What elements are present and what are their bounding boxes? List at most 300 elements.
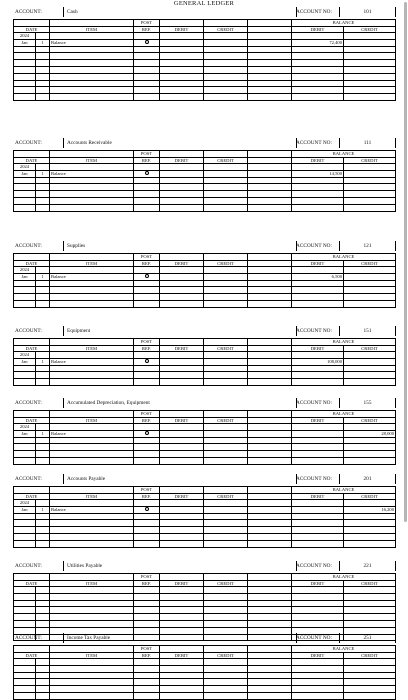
ledger-cell[interactable]: [36, 444, 50, 451]
credit-cell[interactable]: [204, 170, 248, 177]
ledger-cell[interactable]: [160, 520, 204, 527]
ledger-cell[interactable]: [134, 659, 160, 666]
ledger-cell[interactable]: [204, 520, 248, 527]
post-ref-cell[interactable]: [134, 593, 160, 600]
ledger-cell[interactable]: [134, 520, 160, 527]
ledger-cell[interactable]: [14, 177, 36, 184]
ledger-cell[interactable]: [134, 300, 160, 307]
ledger-cell[interactable]: [248, 444, 292, 451]
ledger-cell[interactable]: [50, 379, 134, 386]
ledger-cell[interactable]: [160, 204, 204, 211]
day-cell[interactable]: [36, 593, 50, 600]
ledger-cell[interactable]: [248, 372, 292, 379]
credit-cell[interactable]: [204, 665, 248, 672]
ledger-cell[interactable]: [36, 46, 50, 53]
ledger-cell[interactable]: [344, 177, 396, 184]
ledger-cell[interactable]: [344, 614, 396, 621]
ledger-cell[interactable]: [204, 614, 248, 621]
ledger-cell[interactable]: [50, 280, 134, 287]
month-cell[interactable]: [14, 665, 36, 672]
balance-credit-cell[interactable]: [344, 39, 396, 46]
ledger-cell[interactable]: [50, 533, 134, 540]
ledger-cell[interactable]: [134, 379, 160, 386]
ledger-cell[interactable]: [14, 197, 36, 204]
ledger-cell[interactable]: [134, 686, 160, 693]
ledger-cell[interactable]: [14, 607, 36, 614]
ledger-cell[interactable]: [344, 294, 396, 301]
ledger-cell[interactable]: [160, 533, 204, 540]
year-cell[interactable]: 2024: [14, 500, 36, 507]
year-cell[interactable]: [14, 659, 36, 666]
ledger-cell[interactable]: [134, 267, 160, 274]
post-ref-cell[interactable]: [134, 273, 160, 280]
ledger-cell[interactable]: [50, 444, 134, 451]
ledger-cell[interactable]: [204, 451, 248, 458]
ledger-cell[interactable]: [248, 500, 292, 507]
ledger-cell[interactable]: [248, 587, 292, 594]
ledger-cell[interactable]: [160, 191, 204, 198]
ledger-cell[interactable]: [292, 204, 344, 211]
ledger-cell[interactable]: [344, 372, 396, 379]
debit-cell[interactable]: [160, 430, 204, 437]
ledger-cell[interactable]: [134, 197, 160, 204]
scrollbar-thumb[interactable]: [404, 2, 407, 522]
ledger-cell[interactable]: [248, 352, 292, 359]
ledger-cell[interactable]: [344, 184, 396, 191]
ledger-cell[interactable]: [204, 527, 248, 534]
ledger-cell[interactable]: [36, 500, 50, 507]
ledger-cell[interactable]: [134, 287, 160, 294]
debit-cell[interactable]: [160, 273, 204, 280]
post-ref-cell[interactable]: [134, 665, 160, 672]
ledger-cell[interactable]: [248, 164, 292, 171]
ledger-cell[interactable]: [344, 53, 396, 60]
ledger-cell[interactable]: [160, 600, 204, 607]
ledger-cell[interactable]: [134, 66, 160, 73]
ledger-cell[interactable]: [160, 267, 204, 274]
ledger-cell[interactable]: [292, 672, 344, 679]
ledger-cell[interactable]: [50, 540, 134, 547]
ledger-cell[interactable]: [134, 600, 160, 607]
ledger-cell[interactable]: [160, 686, 204, 693]
ledger-cell[interactable]: [50, 294, 134, 301]
ledger-cell[interactable]: [248, 614, 292, 621]
ledger-cell[interactable]: [292, 33, 344, 40]
ledger-cell[interactable]: [14, 300, 36, 307]
ledger-cell[interactable]: [344, 520, 396, 527]
ledger-cell[interactable]: [292, 352, 344, 359]
ledger-cell[interactable]: [36, 527, 50, 534]
ledger-cell[interactable]: [50, 686, 134, 693]
post-ref-cell[interactable]: [134, 430, 160, 437]
ledger-cell[interactable]: [36, 533, 50, 540]
ledger-cell[interactable]: [160, 451, 204, 458]
ledger-cell[interactable]: [292, 513, 344, 520]
ledger-cell[interactable]: [248, 600, 292, 607]
ledger-cell[interactable]: [292, 614, 344, 621]
ledger-cell[interactable]: [134, 437, 160, 444]
ledger-cell[interactable]: [50, 94, 134, 101]
ledger-cell[interactable]: [134, 365, 160, 372]
ledger-cell[interactable]: [14, 457, 36, 464]
ledger-cell[interactable]: [36, 672, 50, 679]
ledger-cell[interactable]: [134, 607, 160, 614]
ledger-cell[interactable]: [344, 500, 396, 507]
ledger-cell[interactable]: [50, 692, 134, 699]
ledger-cell[interactable]: [14, 204, 36, 211]
ledger-cell[interactable]: [204, 352, 248, 359]
ledger-cell[interactable]: [204, 197, 248, 204]
year-cell[interactable]: 2024: [14, 33, 36, 40]
ledger-cell[interactable]: [50, 300, 134, 307]
ledger-cell[interactable]: [344, 191, 396, 198]
credit-cell[interactable]: [204, 358, 248, 365]
ledger-cell[interactable]: [344, 457, 396, 464]
ledger-cell[interactable]: [160, 540, 204, 547]
month-cell[interactable]: Jan: [14, 170, 36, 177]
ledger-cell[interactable]: [204, 191, 248, 198]
ledger-cell[interactable]: [134, 424, 160, 431]
ledger-cell[interactable]: [134, 692, 160, 699]
ledger-cell[interactable]: [36, 692, 50, 699]
balance-debit-cell[interactable]: 14,500: [292, 170, 344, 177]
balance-credit-cell[interactable]: [344, 273, 396, 280]
year-cell[interactable]: 2024: [14, 352, 36, 359]
ledger-cell[interactable]: [292, 587, 344, 594]
ledger-cell[interactable]: [248, 437, 292, 444]
ledger-cell[interactable]: [160, 659, 204, 666]
ledger-cell[interactable]: [36, 300, 50, 307]
ledger-cell[interactable]: [50, 451, 134, 458]
ledger-cell[interactable]: [134, 46, 160, 53]
ledger-cell[interactable]: [248, 267, 292, 274]
ledger-cell[interactable]: [14, 66, 36, 73]
debit-cell[interactable]: [160, 170, 204, 177]
balance-debit-cell[interactable]: [292, 506, 344, 513]
ledger-cell[interactable]: [160, 46, 204, 53]
ledger-cell[interactable]: [36, 520, 50, 527]
ledger-cell[interactable]: [14, 372, 36, 379]
ledger-cell[interactable]: [36, 437, 50, 444]
ledger-cell[interactable]: [344, 204, 396, 211]
ledger-cell[interactable]: [36, 287, 50, 294]
ledger-cell[interactable]: [160, 352, 204, 359]
ledger-cell[interactable]: [248, 73, 292, 80]
ledger-cell[interactable]: [292, 607, 344, 614]
ledger-cell[interactable]: [50, 46, 134, 53]
month-cell[interactable]: Jan: [14, 39, 36, 46]
month-cell[interactable]: Jan: [14, 273, 36, 280]
ledger-cell[interactable]: [134, 177, 160, 184]
ledger-cell[interactable]: [204, 444, 248, 451]
ledger-cell[interactable]: [160, 444, 204, 451]
ledger-cell[interactable]: [344, 87, 396, 94]
ledger-cell[interactable]: [36, 379, 50, 386]
ledger-cell[interactable]: [50, 66, 134, 73]
item-cell[interactable]: Balance: [50, 430, 134, 437]
ledger-cell[interactable]: [204, 424, 248, 431]
ledger-cell[interactable]: [50, 33, 134, 40]
ledger-cell[interactable]: [36, 177, 50, 184]
ledger-cell[interactable]: [292, 197, 344, 204]
year-cell[interactable]: [14, 587, 36, 594]
ledger-cell[interactable]: [344, 73, 396, 80]
ledger-cell[interactable]: [14, 94, 36, 101]
ledger-cell[interactable]: [292, 457, 344, 464]
ledger-cell[interactable]: [134, 513, 160, 520]
ledger-cell[interactable]: [344, 692, 396, 699]
ledger-cell[interactable]: [292, 679, 344, 686]
ledger-cell[interactable]: [248, 672, 292, 679]
ledger-cell[interactable]: [36, 184, 50, 191]
credit-cell[interactable]: [204, 506, 248, 513]
ledger-cell[interactable]: [204, 533, 248, 540]
post-ref-cell[interactable]: [134, 506, 160, 513]
ledger-cell[interactable]: [14, 533, 36, 540]
ledger-cell[interactable]: [292, 66, 344, 73]
ledger-cell[interactable]: [134, 164, 160, 171]
ledger-cell[interactable]: [134, 280, 160, 287]
day-cell[interactable]: 1: [36, 506, 50, 513]
ledger-cell[interactable]: [344, 66, 396, 73]
ledger-cell[interactable]: [36, 197, 50, 204]
ledger-cell[interactable]: [160, 73, 204, 80]
ledger-cell[interactable]: [50, 73, 134, 80]
ledger-cell[interactable]: [344, 437, 396, 444]
ledger-cell[interactable]: [50, 80, 134, 87]
ledger-cell[interactable]: [160, 280, 204, 287]
credit-cell[interactable]: [204, 39, 248, 46]
ledger-cell[interactable]: [50, 607, 134, 614]
ledger-cell[interactable]: [292, 73, 344, 80]
ledger-cell[interactable]: [14, 46, 36, 53]
debit-cell[interactable]: [160, 593, 204, 600]
ledger-cell[interactable]: [160, 197, 204, 204]
ledger-cell[interactable]: [344, 540, 396, 547]
balance-debit-cell[interactable]: [292, 665, 344, 672]
ledger-cell[interactable]: [160, 60, 204, 67]
ledger-cell[interactable]: [36, 620, 50, 627]
ledger-cell[interactable]: [248, 457, 292, 464]
ledger-cell[interactable]: [204, 53, 248, 60]
ledger-cell[interactable]: [134, 53, 160, 60]
balance-credit-cell[interactable]: [344, 593, 396, 600]
balance-debit-cell[interactable]: [292, 430, 344, 437]
ledger-cell[interactable]: [160, 587, 204, 594]
ledger-cell[interactable]: [50, 287, 134, 294]
ledger-cell[interactable]: [292, 184, 344, 191]
ledger-cell[interactable]: [344, 164, 396, 171]
ledger-cell[interactable]: [36, 33, 50, 40]
ledger-cell[interactable]: [14, 294, 36, 301]
item-cell[interactable]: Balance: [50, 273, 134, 280]
ledger-cell[interactable]: [36, 686, 50, 693]
item-cell[interactable]: Balance: [50, 506, 134, 513]
ledger-cell[interactable]: [50, 204, 134, 211]
ledger-cell[interactable]: [160, 184, 204, 191]
ledger-cell[interactable]: [248, 53, 292, 60]
ledger-cell[interactable]: [248, 33, 292, 40]
ledger-cell[interactable]: [292, 300, 344, 307]
ledger-cell[interactable]: [248, 184, 292, 191]
ledger-cell[interactable]: [14, 379, 36, 386]
ledger-cell[interactable]: [204, 600, 248, 607]
ledger-cell[interactable]: [344, 46, 396, 53]
ledger-cell[interactable]: [248, 520, 292, 527]
balance-credit-cell[interactable]: [344, 358, 396, 365]
ledger-cell[interactable]: [248, 527, 292, 534]
ledger-cell[interactable]: [160, 457, 204, 464]
ledger-cell[interactable]: [248, 177, 292, 184]
ledger-cell[interactable]: [50, 197, 134, 204]
ledger-cell[interactable]: [248, 300, 292, 307]
ledger-cell[interactable]: [204, 294, 248, 301]
ledger-cell[interactable]: [248, 540, 292, 547]
ledger-cell[interactable]: [204, 379, 248, 386]
credit-cell[interactable]: [204, 273, 248, 280]
ledger-cell[interactable]: [344, 451, 396, 458]
ledger-cell[interactable]: [344, 379, 396, 386]
ledger-cell[interactable]: [36, 294, 50, 301]
ledger-cell[interactable]: [292, 424, 344, 431]
ledger-cell[interactable]: [134, 352, 160, 359]
ledger-cell[interactable]: [344, 527, 396, 534]
ledger-cell[interactable]: [50, 672, 134, 679]
month-cell[interactable]: Jan: [14, 506, 36, 513]
ledger-cell[interactable]: [50, 620, 134, 627]
ledger-cell[interactable]: [292, 46, 344, 53]
ledger-cell[interactable]: [134, 80, 160, 87]
day-cell[interactable]: 1: [36, 358, 50, 365]
ledger-cell[interactable]: [292, 94, 344, 101]
ledger-cell[interactable]: [248, 692, 292, 699]
ledger-cell[interactable]: [36, 540, 50, 547]
ledger-cell[interactable]: [292, 620, 344, 627]
ledger-cell[interactable]: [204, 184, 248, 191]
ledger-cell[interactable]: [292, 87, 344, 94]
ledger-cell[interactable]: [50, 60, 134, 67]
balance-credit-cell[interactable]: [344, 170, 396, 177]
ledger-cell[interactable]: [36, 66, 50, 73]
ledger-cell[interactable]: [344, 300, 396, 307]
ledger-cell[interactable]: [292, 60, 344, 67]
ledger-cell[interactable]: [14, 520, 36, 527]
ledger-cell[interactable]: [248, 60, 292, 67]
ledger-cell[interactable]: [248, 80, 292, 87]
ledger-cell[interactable]: [50, 679, 134, 686]
ledger-cell[interactable]: [248, 191, 292, 198]
ledger-cell[interactable]: [14, 600, 36, 607]
ledger-cell[interactable]: [248, 46, 292, 53]
ledger-cell[interactable]: [36, 365, 50, 372]
ledger-cell[interactable]: [160, 424, 204, 431]
day-cell[interactable]: 1: [36, 170, 50, 177]
debit-cell[interactable]: [160, 665, 204, 672]
day-cell[interactable]: 1: [36, 430, 50, 437]
ledger-cell[interactable]: [204, 372, 248, 379]
ledger-cell[interactable]: [50, 267, 134, 274]
ledger-cell[interactable]: [204, 46, 248, 53]
ledger-cell[interactable]: [36, 204, 50, 211]
ledger-cell[interactable]: [160, 94, 204, 101]
ledger-cell[interactable]: [292, 686, 344, 693]
item-cell[interactable]: Balance: [50, 39, 134, 46]
ledger-cell[interactable]: [204, 87, 248, 94]
ledger-cell[interactable]: [204, 94, 248, 101]
ledger-cell[interactable]: [50, 191, 134, 198]
ledger-cell[interactable]: [204, 686, 248, 693]
ledger-cell[interactable]: [344, 80, 396, 87]
ledger-cell[interactable]: [36, 94, 50, 101]
ledger-cell[interactable]: [160, 437, 204, 444]
ledger-cell[interactable]: [14, 191, 36, 198]
ledger-cell[interactable]: [344, 60, 396, 67]
item-cell[interactable]: Balance: [50, 358, 134, 365]
ledger-cell[interactable]: [36, 614, 50, 621]
year-cell[interactable]: 2024: [14, 267, 36, 274]
ledger-cell[interactable]: [248, 94, 292, 101]
ledger-cell[interactable]: [204, 672, 248, 679]
ledger-cell[interactable]: [14, 73, 36, 80]
ledger-cell[interactable]: [344, 533, 396, 540]
ledger-cell[interactable]: [204, 620, 248, 627]
ledger-cell[interactable]: [36, 267, 50, 274]
ledger-cell[interactable]: [204, 60, 248, 67]
ledger-cell[interactable]: [50, 53, 134, 60]
ledger-cell[interactable]: [36, 164, 50, 171]
balance-credit-cell[interactable]: [344, 665, 396, 672]
ledger-cell[interactable]: [292, 191, 344, 198]
ledger-cell[interactable]: [36, 607, 50, 614]
ledger-cell[interactable]: [14, 437, 36, 444]
ledger-cell[interactable]: [292, 692, 344, 699]
ledger-cell[interactable]: [248, 197, 292, 204]
ledger-cell[interactable]: [14, 444, 36, 451]
ledger-cell[interactable]: [292, 659, 344, 666]
ledger-cell[interactable]: [14, 287, 36, 294]
balance-debit-cell[interactable]: 108,000: [292, 358, 344, 365]
ledger-cell[interactable]: [344, 686, 396, 693]
ledger-cell[interactable]: [14, 614, 36, 621]
ledger-cell[interactable]: [204, 177, 248, 184]
ledger-cell[interactable]: [134, 87, 160, 94]
ledger-cell[interactable]: [160, 287, 204, 294]
ledger-cell[interactable]: [134, 294, 160, 301]
ledger-cell[interactable]: [14, 679, 36, 686]
ledger-cell[interactable]: [248, 424, 292, 431]
ledger-cell[interactable]: [14, 686, 36, 693]
ledger-cell[interactable]: [134, 204, 160, 211]
ledger-cell[interactable]: [36, 513, 50, 520]
ledger-cell[interactable]: [50, 659, 134, 666]
ledger-cell[interactable]: [134, 451, 160, 458]
year-cell[interactable]: 2024: [14, 164, 36, 171]
ledger-cell[interactable]: [292, 177, 344, 184]
ledger-cell[interactable]: [50, 164, 134, 171]
ledger-cell[interactable]: [134, 60, 160, 67]
ledger-cell[interactable]: [204, 300, 248, 307]
ledger-cell[interactable]: [248, 451, 292, 458]
ledger-cell[interactable]: [248, 280, 292, 287]
ledger-cell[interactable]: [134, 540, 160, 547]
ledger-cell[interactable]: [14, 527, 36, 534]
ledger-cell[interactable]: [134, 372, 160, 379]
ledger-cell[interactable]: [344, 672, 396, 679]
ledger-cell[interactable]: [344, 33, 396, 40]
item-cell[interactable]: [50, 593, 134, 600]
ledger-cell[interactable]: [14, 451, 36, 458]
ledger-cell[interactable]: [14, 540, 36, 547]
